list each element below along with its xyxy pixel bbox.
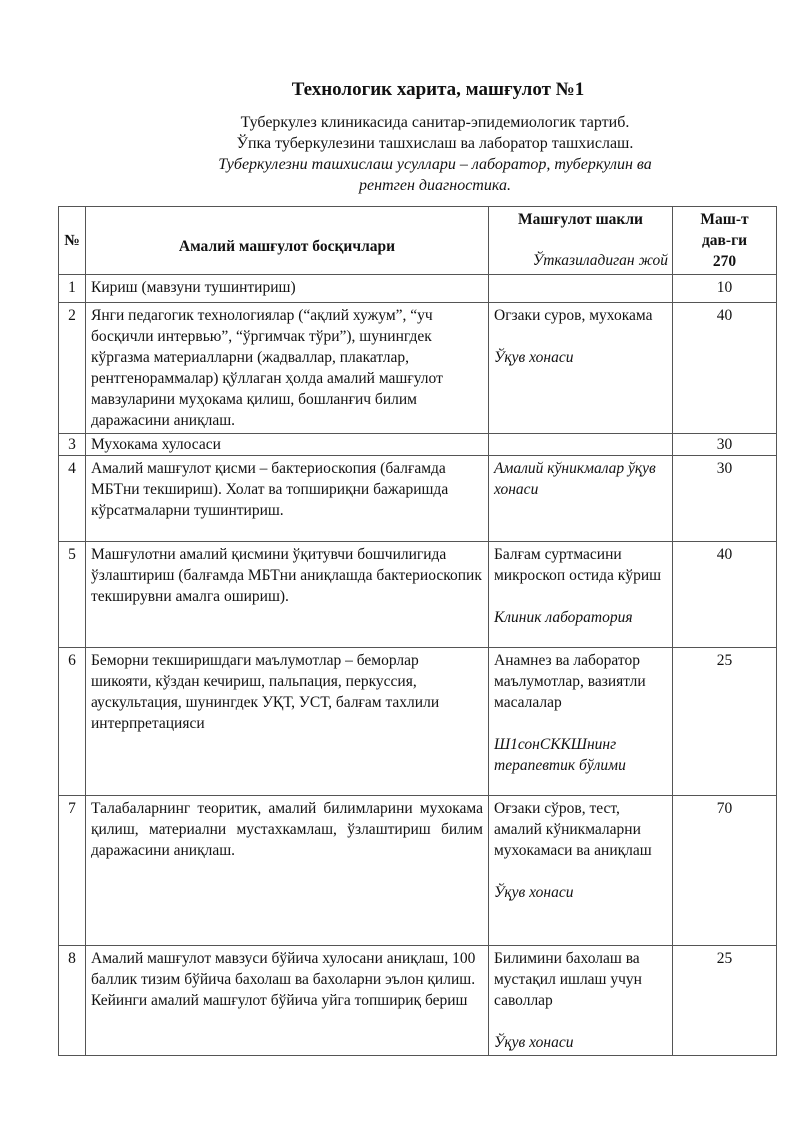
row-form-text: Оғзаки сўров, тест, амалий кўникмаларни мухокамаси ва аниқлаш bbox=[494, 800, 652, 859]
column-header-duration-line2: дав-ги bbox=[701, 232, 748, 249]
row-step: Мухокама хулосаси bbox=[86, 434, 489, 456]
row-duration: 30 bbox=[673, 434, 777, 456]
technology-map-table bbox=[58, 206, 777, 1056]
subtitle-line-1: Туберкулез клиникасида санитар-эпидемиологик тартиб. bbox=[240, 114, 630, 131]
subtitle-line-2: Ўпка туберкулезини ташхислаш ва лаборатор ташхислаш. bbox=[236, 135, 634, 152]
document-title: Технологик харита, машғулот №1 bbox=[291, 79, 585, 100]
row-form bbox=[489, 648, 673, 796]
row-form bbox=[489, 796, 673, 946]
row-duration: 70 bbox=[673, 796, 777, 946]
column-header-steps: Амалий машғулот босқичлари bbox=[86, 207, 489, 275]
table-row bbox=[59, 303, 777, 434]
column-header-number: № bbox=[59, 207, 86, 275]
row-form bbox=[489, 456, 673, 542]
row-step: Кириш (мавзуни тушинтириш) bbox=[86, 275, 489, 303]
row-number: 2 bbox=[59, 303, 86, 434]
row-number: 8 bbox=[59, 946, 86, 1056]
row-step: Янги педагогик технологиялар (“ақлий хужум”, “уч босқичли интервью”, “ўргимчак тўри”), шунингдек кўргазма материалларни (жадваллар, плакатлар, рентгенораммалар) қўллаган ҳолда амалий машғулот мавзуларини муҳокама қилиш, бошланғич билим даражасини аниқлаш. bbox=[86, 303, 489, 434]
row-number: 4 bbox=[59, 456, 86, 542]
row-step: Амалий машғулот мавзуси бўйича хулосани аниқлаш, 100 баллик тизим бўйича бахолаш ва бахоларни эълон қилиш. Кейинги амалий машғулот бўйича уйга топшириқ бериш bbox=[86, 946, 489, 1056]
row-form-text: Балғам суртмасини микроскоп остида кўриш bbox=[494, 546, 662, 584]
column-header-duration bbox=[673, 207, 777, 275]
column-header-duration-line1: Маш-т bbox=[700, 211, 749, 228]
row-form bbox=[489, 275, 673, 303]
row-step: Талабаларнинг теоритик, амалий билимларини мухокама қилиш, материални мустахкамлаш, ўзлаштириш билим даражасини аниқлаш. bbox=[86, 796, 489, 946]
row-number: 7 bbox=[59, 796, 86, 946]
subtitle-line-4: рентген диагностика. bbox=[359, 177, 511, 194]
row-number: 5 bbox=[59, 542, 86, 648]
row-form bbox=[489, 434, 673, 456]
row-place: Ўқув хонаси bbox=[494, 1034, 574, 1051]
row-duration: 25 bbox=[673, 946, 777, 1056]
row-number: 6 bbox=[59, 648, 86, 796]
row-duration: 25 bbox=[673, 648, 777, 796]
row-place: Клиник лаборатория bbox=[494, 609, 633, 626]
column-header-form-label: Машғулот шакли bbox=[518, 211, 643, 228]
row-step: Машғулотни амалий қисмини ўқитувчи бошчилигида ўзлаштириш (балғамда МБТни аниқлашда бактериоскопик текширувни амалга ошириш). bbox=[86, 542, 489, 648]
row-form-text: Огзаки суров, мухокама bbox=[494, 307, 653, 324]
table-row bbox=[59, 648, 777, 796]
column-header-duration-total: 270 bbox=[712, 253, 737, 270]
row-duration: 10 bbox=[673, 275, 777, 303]
row-form bbox=[489, 542, 673, 648]
row-place: Ўқув хонаси bbox=[494, 884, 574, 901]
table-row bbox=[59, 275, 777, 303]
row-form-text: Билимини бахолаш ва мустақил ишлаш учун саволлар bbox=[494, 950, 642, 1009]
row-duration: 30 bbox=[673, 456, 777, 542]
table-row bbox=[59, 542, 777, 648]
row-place: Амалий кўникмалар ўқув хонаси bbox=[494, 460, 656, 498]
row-number: 3 bbox=[59, 434, 86, 456]
table-row bbox=[59, 434, 777, 456]
row-form-text: Анамнез ва лаборатор маълумотлар, вазиятли масалалар bbox=[494, 652, 646, 711]
row-place: Ш1сонСККШнинг терапевтик бўлими bbox=[494, 736, 626, 774]
row-duration: 40 bbox=[673, 303, 777, 434]
subtitle-line-3: Туберкулезни ташхислаш усуллари – лаборатор, туберкулин ва bbox=[218, 156, 652, 173]
table-row bbox=[59, 796, 777, 946]
row-step: Амалий машғулот қисми – бактериоскопия (балғамда МБТни текшириш). Холат ва топшириқни бажаришда кўрсатмаларни тушинтириш. bbox=[86, 456, 489, 542]
row-step: Беморни текширишдаги маълумотлар – беморлар шикояти, кўздан кечириш, пальпация, перкуссия, аускультация, шунингдек УҚТ, УСТ, балғам тахлили интерпретацияси bbox=[86, 648, 489, 796]
table-row bbox=[59, 946, 777, 1056]
row-duration: 40 bbox=[673, 542, 777, 648]
table-header-row bbox=[59, 207, 777, 275]
row-number: 1 bbox=[59, 275, 86, 303]
table-row bbox=[59, 456, 777, 542]
column-header-place-label: Ўтказиладиган жой bbox=[532, 252, 668, 269]
row-form bbox=[489, 946, 673, 1056]
column-header-form bbox=[489, 207, 673, 275]
row-form bbox=[489, 303, 673, 434]
row-place: Ўқув хонаси bbox=[494, 349, 574, 366]
